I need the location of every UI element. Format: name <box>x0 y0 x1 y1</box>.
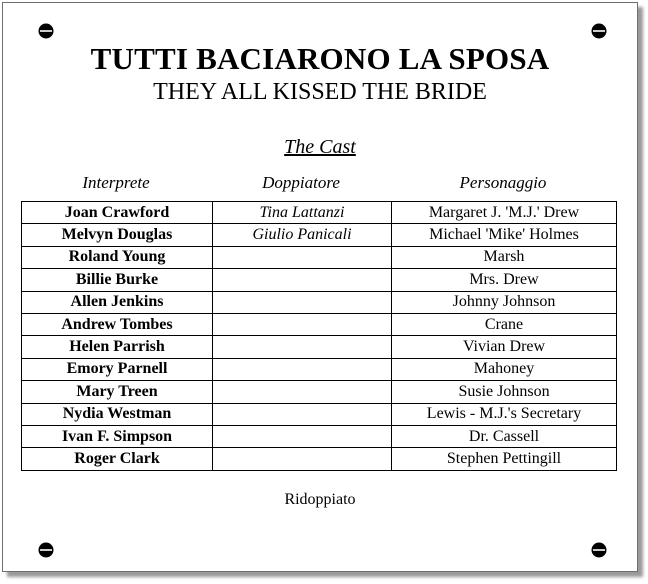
role-cell: Johnny Johnson <box>392 291 617 313</box>
actor-cell: Allen Jenkins <box>22 291 213 313</box>
column-header-role: Personaggio <box>459 173 547 192</box>
dubber-cell: Tina Lattanzi <box>213 202 392 224</box>
cast-table <box>21 201 617 471</box>
actor-cell: Billie Burke <box>22 269 213 291</box>
column-header-dubber: Doppiatore <box>262 173 340 192</box>
dubber-cell <box>213 336 392 358</box>
role-cell: Vivian Drew <box>392 336 617 358</box>
table-row <box>22 448 617 470</box>
actor-cell: Emory Parnell <box>22 358 213 380</box>
table-row <box>22 313 617 335</box>
dubber-cell <box>213 269 392 291</box>
dubber-cell <box>213 381 392 403</box>
screw-icon <box>591 23 607 39</box>
dubber-cell <box>213 425 392 447</box>
screw-icon <box>38 23 54 39</box>
title-english: THEY ALL KISSED THE BRIDE <box>153 79 487 105</box>
table-row <box>22 246 617 268</box>
actor-cell: Ivan F. Simpson <box>22 425 213 447</box>
dubber-cell <box>213 448 392 470</box>
column-header-actor: Interprete <box>82 173 150 192</box>
role-cell: Lewis - M.J.'s Secretary <box>392 403 617 425</box>
role-cell: Mrs. Drew <box>392 269 617 291</box>
role-cell: Dr. Cassell <box>392 425 617 447</box>
role-cell: Margaret J. 'M.J.' Drew <box>392 202 617 224</box>
role-cell: Stephen Pettingill <box>392 448 617 470</box>
actor-cell: Helen Parrish <box>22 336 213 358</box>
table-row <box>22 202 617 224</box>
actor-cell: Roger Clark <box>22 448 213 470</box>
actor-cell: Nydia Westman <box>22 403 213 425</box>
role-cell: Susie Johnson <box>392 381 617 403</box>
role-cell: Michael 'Mike' Holmes <box>392 224 617 246</box>
table-row <box>22 403 617 425</box>
table-row <box>22 336 617 358</box>
actor-cell: Andrew Tombes <box>22 313 213 335</box>
table-row <box>22 381 617 403</box>
dubber-cell <box>213 358 392 380</box>
table-row <box>22 358 617 380</box>
role-cell: Marsh <box>392 246 617 268</box>
title-italian: TUTTI BACIARONO LA SPOSA <box>90 41 550 76</box>
actor-cell: Mary Treen <box>22 381 213 403</box>
screw-icon <box>591 542 607 558</box>
table-row <box>22 269 617 291</box>
dubber-cell <box>213 313 392 335</box>
dubber-cell <box>213 246 392 268</box>
actor-cell: Roland Young <box>22 246 213 268</box>
dubber-cell <box>213 291 392 313</box>
table-row <box>22 425 617 447</box>
dubber-cell <box>213 403 392 425</box>
cast-plaque <box>2 2 638 572</box>
cast-heading: The Cast <box>284 136 356 158</box>
footer-note: Ridoppiato <box>284 491 356 508</box>
role-cell: Mahoney <box>392 358 617 380</box>
table-row <box>22 224 617 246</box>
actor-cell: Melvyn Douglas <box>22 224 213 246</box>
table-row <box>22 291 617 313</box>
actor-cell: Joan Crawford <box>22 202 213 224</box>
role-cell: Crane <box>392 313 617 335</box>
dubber-cell: Giulio Panicali <box>213 224 392 246</box>
screw-icon <box>38 542 54 558</box>
